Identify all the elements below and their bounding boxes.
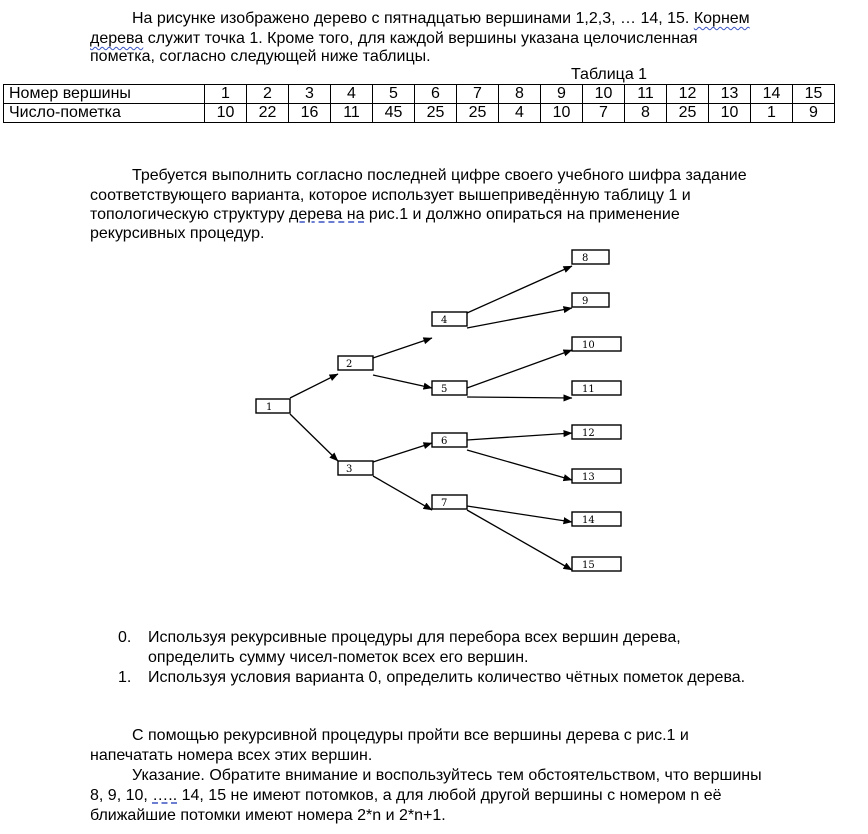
node-label: 4	[441, 315, 448, 326]
node-label: 7	[441, 498, 448, 509]
intro-line-2: дерева служит точка 1. Кроме того, для каждой вершины указана целочисленная	[90, 30, 698, 47]
edge-3-7	[373, 476, 432, 510]
node-label: 10	[582, 340, 595, 351]
table-cell: 10	[709, 104, 751, 123]
edge-5-10	[467, 350, 572, 388]
tree-node-10	[572, 337, 621, 351]
table-cell: 14	[751, 85, 793, 104]
spellcheck-word: дерева	[90, 30, 144, 47]
tree-node-8	[572, 250, 609, 264]
spellcheck-phrase: дерева на	[289, 206, 365, 223]
edge-2-4	[373, 338, 432, 358]
edge-4-8	[467, 266, 572, 313]
table-cell: 13	[709, 85, 751, 104]
edge-6-12	[467, 433, 572, 440]
table-cell: 9	[541, 85, 583, 104]
task-text: определить сумму чисел-пометок всех его вершин.	[148, 649, 529, 666]
intro-line-3: пометка, согласно следующей ниже таблицы.	[90, 48, 431, 65]
tree-node-9	[572, 293, 609, 307]
table-cell: 5	[373, 85, 415, 104]
node-label: 6	[441, 436, 448, 447]
tree-node-1	[256, 399, 290, 413]
table-cell: 4	[331, 85, 373, 104]
tree-node-4	[432, 312, 467, 326]
final-line-5: ближайшие потомки имеют номера 2*n и 2*n+1.	[90, 807, 446, 824]
node-label: 14	[582, 515, 595, 526]
table-cell: 25	[457, 104, 499, 123]
table-cell: 7	[583, 104, 625, 123]
table-cell: 10	[205, 104, 247, 123]
node-label: 2	[346, 359, 353, 370]
node-label: 12	[582, 428, 595, 439]
edge-3-6	[373, 443, 432, 462]
node-label: 13	[582, 472, 595, 483]
table-cell: 2	[247, 85, 289, 104]
table-cell: 25	[667, 104, 709, 123]
table-cell: 10	[583, 85, 625, 104]
tree-edges	[290, 266, 572, 570]
row-header: Число-пометка	[4, 104, 205, 123]
table-caption: Таблица 1	[571, 66, 648, 83]
edge-4-9	[467, 308, 572, 328]
requirement-line-1: Требуется выполнить согласно последней цифре своего учебного шифра задание	[132, 167, 747, 184]
node-label: 9	[582, 296, 589, 307]
tree-node-6	[432, 433, 467, 447]
table-cell: 12	[667, 85, 709, 104]
edge-1-2	[290, 374, 338, 398]
final-line-1: С помощью рекурсивной процедуры пройти все вершины дерева с рис.1 и	[132, 727, 689, 744]
requirement-line-2: соответствующего варианта, которое использует вышеприведённую таблицу 1 и	[90, 187, 691, 204]
tree-node-2	[338, 356, 373, 370]
ellipsis-mark: …..	[152, 787, 178, 804]
final-line-3: Указание. Обратите внимание и воспользуйтесь тем обстоятельством, что вершины	[132, 767, 762, 784]
edge-2-5	[373, 375, 432, 388]
table-cell: 10	[541, 104, 583, 123]
final-line-4: 8, 9, 10, ….. 14, 15 не имеют потомков, а для любой другой вершины с номером n её	[90, 787, 722, 804]
edge-1-3	[290, 414, 338, 461]
table-cell: 3	[289, 85, 331, 104]
row-header: Номер вершины	[4, 85, 205, 104]
table-cell: 4	[499, 104, 541, 123]
node-label: 5	[441, 384, 448, 395]
table-cell: 1	[205, 85, 247, 104]
node-label: 8	[582, 253, 589, 264]
intro-line-1: На рисунке изображено дерево с пятнадцатью вершинами 1,2,3, … 14, 15. Корнем	[132, 10, 750, 27]
table-cell: 8	[625, 104, 667, 123]
table-cell: 6	[415, 85, 457, 104]
table-cell: 15	[793, 85, 835, 104]
table-cell: 11	[331, 104, 373, 123]
edge-6-13	[467, 450, 572, 480]
final-line-2: напечатать номера всех этих вершин.	[90, 747, 373, 764]
node-label: 11	[582, 384, 595, 395]
tree-node-3	[338, 461, 373, 475]
table-cell: 25	[415, 104, 457, 123]
table-cell: 8	[499, 85, 541, 104]
requirement-line-4: рекурсивных процедур.	[90, 225, 265, 242]
table-cell: 16	[289, 104, 331, 123]
list-item	[118, 628, 745, 668]
tree-node-5	[432, 381, 467, 395]
task-text: Используя рекурсивные процедуры для перебора всех вершин дерева,	[148, 629, 681, 646]
table-cell: 22	[247, 104, 289, 123]
edge-5-11	[467, 397, 572, 398]
tree-node-13	[572, 469, 621, 483]
task-list	[118, 628, 745, 688]
table-cell: 9	[793, 104, 835, 123]
node-label: 15	[582, 560, 595, 571]
table-cell: 7	[457, 85, 499, 104]
tree-node-14	[572, 512, 621, 526]
spellcheck-word: Корнем	[693, 10, 750, 27]
task-text: Используя условия варианта 0, определить количество чётных пометок дерева.	[148, 669, 746, 686]
tree-node-7	[432, 495, 467, 509]
list-item	[118, 668, 745, 688]
requirement-line-3: топологическую структуру дерева на рис.1 и должно опираться на применение	[90, 206, 680, 223]
node-label: 3	[346, 464, 353, 475]
list-number: 0.	[118, 629, 132, 646]
tree-node-12	[572, 425, 621, 439]
tree-node-15	[572, 557, 621, 571]
tree-node-11	[572, 381, 621, 395]
table-cell: 11	[625, 85, 667, 104]
list-number: 1.	[118, 669, 132, 686]
table-cell: 1	[751, 104, 793, 123]
node-label: 1	[266, 402, 273, 413]
table-cell: 45	[373, 104, 415, 123]
